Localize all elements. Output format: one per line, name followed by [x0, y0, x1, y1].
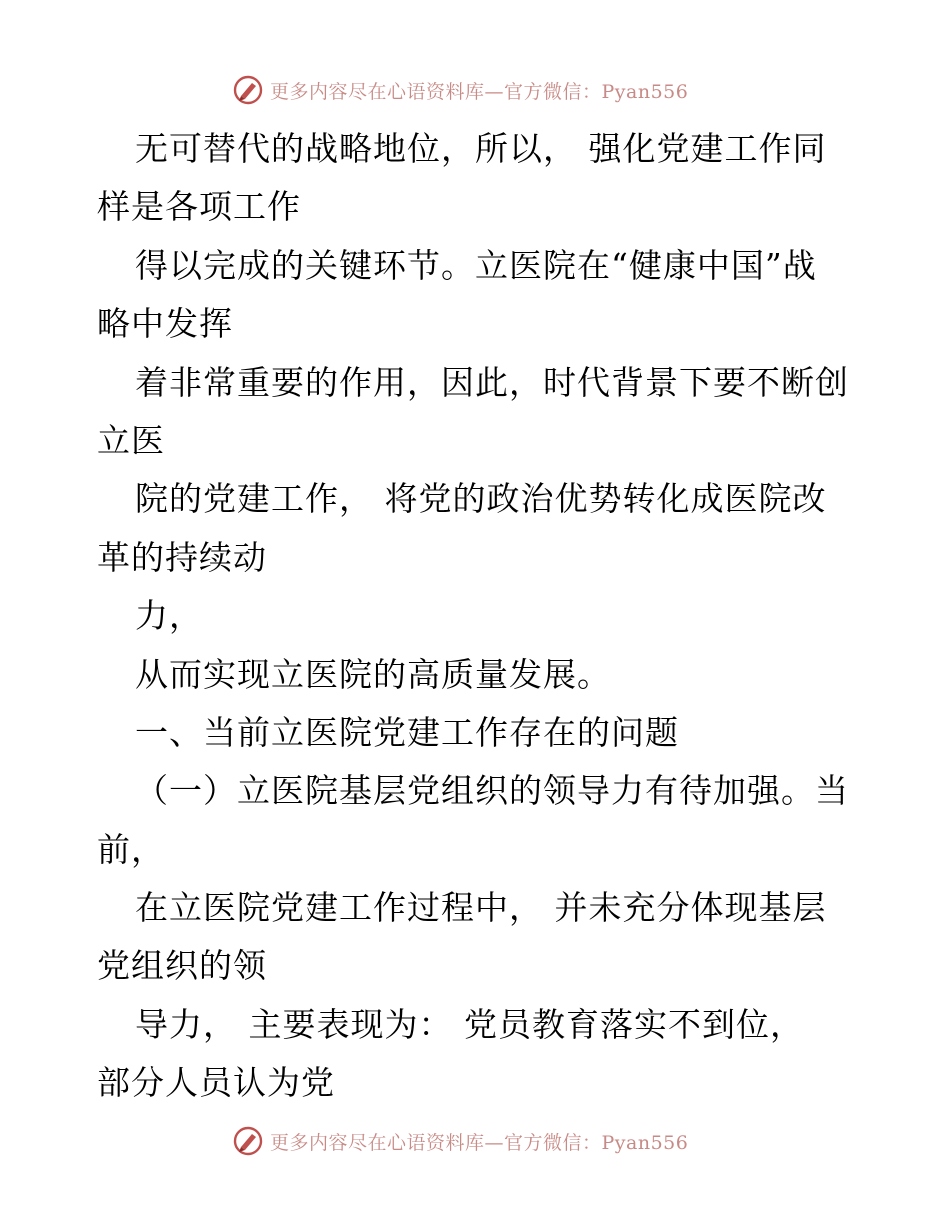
- footer-watermark: [232, 1123, 688, 1159]
- text-line: 导力， 主要表现为： 党员教育落实不到位，: [135, 1004, 804, 1044]
- text-line: 得以完成的关键环节。立医院在“健康中国”战: [135, 245, 817, 285]
- text-line: 样是各项工作: [97, 187, 301, 227]
- text-line: 立医: [97, 420, 165, 460]
- text-line: 着非常重要的作用，因此，时代背景下要不断创: [135, 362, 849, 402]
- text-line: 前，: [97, 829, 165, 869]
- watermark-text: 更多内容尽在心语资料库—官方微信：Pyan556: [270, 1131, 689, 1154]
- text-line: 革的持续动: [97, 537, 267, 577]
- text-line: 略中发挥: [97, 304, 233, 344]
- text-line: 力，: [135, 596, 203, 636]
- text-line: 一、当前立医院党建工作存在的问题: [135, 712, 679, 752]
- watermark-text: 更多内容尽在心语资料库—官方微信：Pyan556: [270, 80, 689, 103]
- text-line: 无可替代的战略地位，所以， 强化党建工作同: [135, 129, 827, 168]
- header-watermark: [232, 72, 688, 108]
- text-line: 从而实现立医院的高质量发展。: [135, 654, 611, 694]
- text-line: 在立医院党建工作过程中， 并未充分体现基层: [135, 888, 827, 928]
- text-line: 部分人员认为党: [97, 1063, 335, 1103]
- pen-logo-icon: [232, 1125, 264, 1157]
- pen-logo-icon: [232, 74, 264, 106]
- text-line: （一）立医院基层党组织的领导力有待加强。当: [135, 771, 849, 811]
- text-line: 院的党建工作， 将党的政治优势转化成医院改: [135, 479, 827, 519]
- document-body: [97, 120, 867, 1113]
- text-line: 党组织的领: [97, 946, 267, 986]
